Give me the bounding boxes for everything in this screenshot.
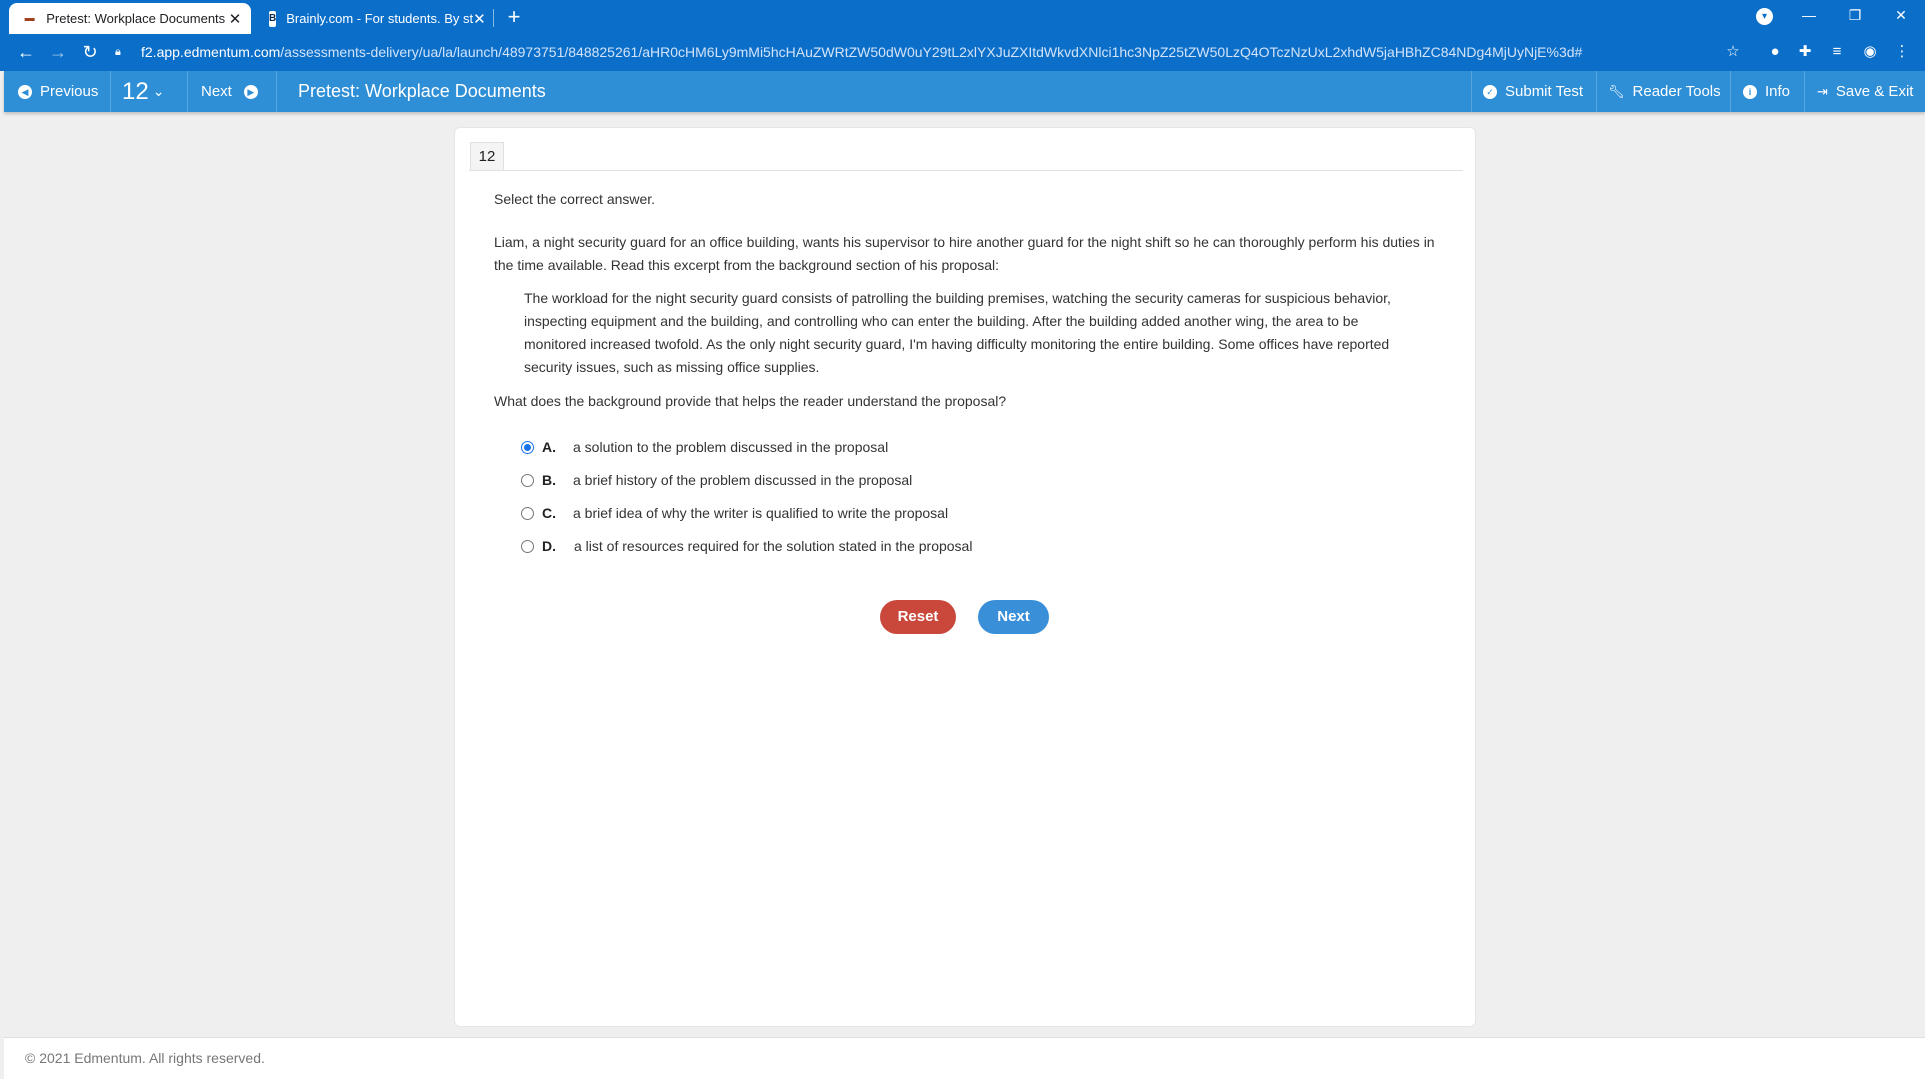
check-circle-icon: ✓ — [1483, 85, 1497, 99]
toolbar-divider — [1471, 71, 1472, 112]
answer-option-c[interactable] — [521, 503, 948, 523]
question-number-tab: 12 — [470, 142, 504, 170]
option-text: a brief history of the problem discussed in the proposal — [573, 472, 913, 488]
restore-icon[interactable]: ❐ — [1848, 7, 1862, 23]
sign-out-icon: ⇥ — [1817, 83, 1828, 99]
save-exit-label: Save & Exit — [1835, 83, 1914, 100]
edmentum-favicon-icon: ▬ — [24, 13, 35, 24]
back-icon[interactable]: ← — [17, 42, 35, 62]
previous-label: Previous — [40, 83, 99, 100]
url-host: f2.app.edmentum.com — [141, 44, 281, 60]
bookmark-star-icon[interactable]: ☆ — [1726, 43, 1740, 60]
info-label: Info — [1765, 83, 1791, 100]
app-toolbar — [4, 71, 1925, 112]
lock-icon: 🔒︎ — [115, 45, 121, 58]
toolbar-divider — [1804, 71, 1805, 112]
new-tab-icon[interactable]: + — [507, 4, 521, 29]
brainly-favicon-icon: B — [269, 11, 276, 27]
next-nav-button[interactable] — [201, 71, 258, 112]
option-text: a list of resources required for the solution stated in the proposal — [574, 538, 973, 554]
next-label: Next — [201, 83, 232, 100]
forward-icon[interactable]: → — [49, 42, 67, 62]
menu-kebab-icon[interactable]: ⋮ — [1894, 43, 1910, 60]
arrow-right-circle-icon: ▶ — [244, 85, 258, 99]
option-letter: C. — [542, 505, 556, 521]
proposal-excerpt: The workload for the night security guard consists of patrolling the building premises, watching the security cameras for suspicious behavior, inspecting equipment and the building, and controlling who can enter the building. After the building added another wing, the area to be monitored increased twofold. As the only night security guard, I'm having difficulty monitoring the entire building. Some offices have reported security issues, such as missing office supplies. — [524, 290, 1391, 375]
radio-button[interactable] — [521, 507, 534, 520]
option-text: a brief idea of why the writer is qualified to write the proposal — [573, 505, 949, 521]
answer-option-b[interactable] — [521, 470, 912, 490]
profile-menu-icon[interactable]: ▾ — [1756, 8, 1773, 25]
profile-avatar-icon[interactable]: ◉ — [1863, 43, 1877, 60]
browser-navbar — [0, 34, 1925, 71]
toolbar-divider — [110, 71, 111, 112]
toolbar-divider — [187, 71, 188, 112]
option-letter: D. — [542, 538, 556, 554]
browser-tab-strip — [0, 0, 1925, 34]
question-number: 12 — [122, 77, 149, 105]
save-exit-button[interactable] — [1817, 71, 1913, 112]
toolbar-divider — [276, 71, 277, 112]
option-text: a solution to the problem discussed in the proposal — [573, 439, 889, 455]
option-letter: A. — [542, 439, 556, 455]
radio-button-selected[interactable] — [521, 441, 534, 454]
answer-option-a[interactable] — [521, 437, 888, 457]
instruction-text: Select the correct answer. — [494, 191, 656, 207]
address-bar[interactable] — [115, 37, 1785, 67]
answer-option-d[interactable] — [521, 536, 972, 556]
toolbar-divider — [1730, 71, 1731, 112]
tab-divider — [493, 9, 494, 27]
tab-title: Pretest: Workplace Documents — [46, 11, 226, 26]
close-tab-icon[interactable]: ✕ — [473, 10, 486, 28]
reading-list-icon[interactable]: ≡ — [1832, 43, 1842, 60]
arrow-left-circle-icon: ◀ — [18, 85, 32, 99]
minimize-icon[interactable]: — — [1802, 7, 1816, 23]
question-number-dropdown[interactable] — [122, 71, 164, 112]
page-title: Pretest: Workplace Documents — [298, 81, 546, 101]
divider — [469, 170, 1463, 171]
close-tab-icon[interactable]: ✕ — [228, 10, 242, 28]
browser-tab-brainly[interactable] — [255, 3, 491, 34]
option-letter: B. — [542, 472, 556, 488]
submit-test-button[interactable] — [1483, 71, 1583, 112]
reset-button[interactable]: Reset — [880, 600, 956, 634]
url-path: /assessments-delivery/ua/la/launch/48973751/848825261/aHR0cHM6Ly9mMi5hcHAuZWRtZW50dW0uY29tL2xlYXJuZXItdWkvdXNlci1hc3NpZ25tZW50LzQ4OTczNzUxL2xhdW5jaHBhZC84NDg4MjUyNjE%3d# — [280, 44, 1583, 60]
radio-button[interactable] — [521, 540, 534, 553]
footer — [4, 1037, 1925, 1079]
chevron-down-icon: ⌄ — [152, 83, 165, 99]
reader-tools-button[interactable] — [1608, 71, 1721, 112]
question-prompt: Liam, a night security guard for an office building, wants his supervisor to hire another guard for the night shift so he can thoroughly perform his duties in the time available. Read this excerpt from the background section of his proposal: — [494, 234, 1435, 273]
toolbar-divider — [1596, 71, 1597, 112]
reload-icon[interactable]: ↻ — [82, 42, 98, 62]
extensions-puzzle-icon[interactable]: ✚ — [1798, 43, 1812, 60]
info-icon: i — [1743, 85, 1757, 99]
previous-button[interactable] — [18, 71, 98, 112]
close-window-icon[interactable]: ✕ — [1895, 7, 1907, 23]
radio-button[interactable] — [521, 474, 534, 487]
question-text: What does the background provide that helps the reader understand the proposal? — [494, 393, 1007, 409]
copyright-text: © 2021 Edmentum. All rights reserved. — [25, 1050, 265, 1066]
tab-title: Brainly.com - For students. By st — [286, 11, 474, 26]
question-card — [454, 127, 1476, 1027]
wrench-icon: 🔧︎ — [1608, 83, 1625, 99]
next-button[interactable]: Next — [978, 600, 1049, 634]
extension-red-icon[interactable]: ● — [1770, 43, 1780, 60]
submit-label: Submit Test — [1505, 83, 1584, 100]
reader-tools-label: Reader Tools — [1632, 83, 1721, 100]
browser-tab-active[interactable] — [9, 3, 251, 34]
info-button[interactable] — [1743, 71, 1790, 112]
